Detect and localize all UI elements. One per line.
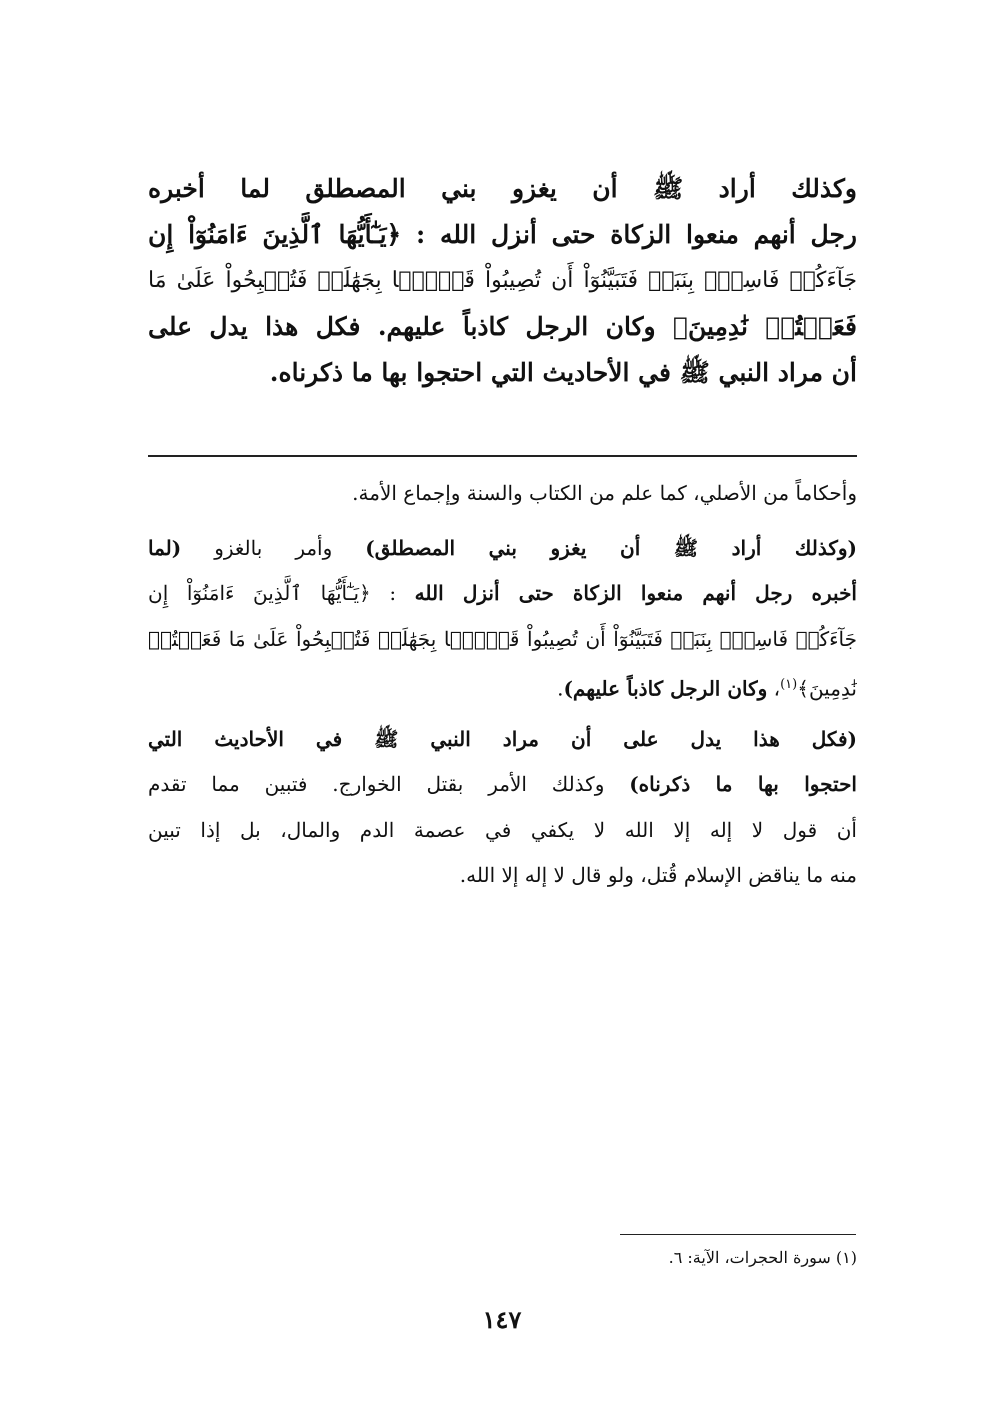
footnote-separator <box>620 1234 856 1235</box>
quoted-matn-text: احتجوا بها ما ذكرناه) <box>629 772 857 796</box>
quoted-matn-text: (لما <box>148 535 182 560</box>
commentary-line <box>148 762 857 808</box>
commentary-line <box>148 717 857 763</box>
commentary-line <box>148 526 857 572</box>
quoted-matn-text: (وكذلك أراد ﷺ أن يغزو بني المصطلق) <box>365 535 857 560</box>
separator-rule <box>148 455 857 457</box>
commentary-line <box>148 662 857 708</box>
quoted-matn-text: وكان الرجل كاذباً عليهم) <box>563 676 768 701</box>
quran-verse-line: جَآءَكُمۡ فَاسِقُۢ بِنَبَإٖ فَتَبَيَّنُوٓاْ أَن تُصِيبُواْ قَوۡمَۢا بِجَهَٰلَةٖ فَتُصۡبِحُواْ عَلَىٰ مَا فَعَلۡتُمۡ <box>148 626 857 651</box>
quran-verse-text: : ﴿يَـٰٓأَيُّهَا ٱلَّذِينَ ءَامَنُوٓاْ إِن <box>148 581 415 605</box>
commentary-text: . <box>557 676 564 701</box>
commentary-paragraph <box>148 717 857 899</box>
footnote-marker: (١) <box>780 677 798 692</box>
main-text-line: فَعَلۡتُمۡ نَٰدِمِينَ﴾ وكان الرجل كاذباً عليهم. فكل هذا يدل على <box>148 312 857 341</box>
commentary-line: أن قول لا إله إلا الله لا يكفي في عصمة الدم والمال، بل إذا تبين <box>148 817 857 842</box>
commentary-block <box>148 471 857 908</box>
commentary-line: وأحكاماً من الأصلي، كما علم من الكتاب والسنة وإجماع الأمة. <box>352 481 857 505</box>
main-text-line: أن مراد النبي ﷺ في الأحاديث التي احتجوا بها ما ذكرناه. <box>269 358 857 387</box>
commentary-text: وأمر بالغزو <box>181 535 366 560</box>
commentary-text: وكذلك الأمر بقتل الخوارج. فتبين مما تقدم <box>148 772 630 796</box>
commentary-line <box>148 571 857 617</box>
quoted-matn-text: (فكل هذا يدل على أن مراد النبي ﷺ في الأحاديث التي <box>148 726 857 751</box>
main-text-verse-line: جَآءَكُمۡ فَاسِقُۢ بِنَبَإٖ فَتَبَيَّنُوٓاْ أَن تُصِيبُواْ قَوۡمَۢا بِجَهَٰلَةٖ فَتُصۡبِحُواْ عَلَىٰ مَا <box>148 268 857 293</box>
main-text-line: رجل أنهم منعوا الزكاة حتى أنزل الله : ﴿يَـٰٓأَيُّهَا ٱلَّذِينَ ءَامَنُوٓاْ إِن <box>148 220 857 249</box>
page-number: ١٤٧ <box>482 1305 522 1334</box>
quran-verse-text: نَٰدِمِينَ﴾ <box>797 676 857 701</box>
footnote: (١) سورة الحجرات، الآية: ٦. <box>668 1248 857 1267</box>
quoted-matn-text: أخبره رجل أنهم منعوا الزكاة حتى أنزل الله <box>414 581 857 605</box>
commentary-line: منه ما يناقض الإسلام قُتل، ولو قال لا إله إلا الله. <box>459 863 857 887</box>
commentary-paragraph <box>148 471 857 517</box>
commentary-text: ، <box>767 676 781 701</box>
main-text-line: وكذلك أراد ﷺ أن يغزو بني المصطلق لما أخبره <box>148 174 857 203</box>
main-text-block <box>148 166 857 396</box>
commentary-paragraph <box>148 526 857 708</box>
